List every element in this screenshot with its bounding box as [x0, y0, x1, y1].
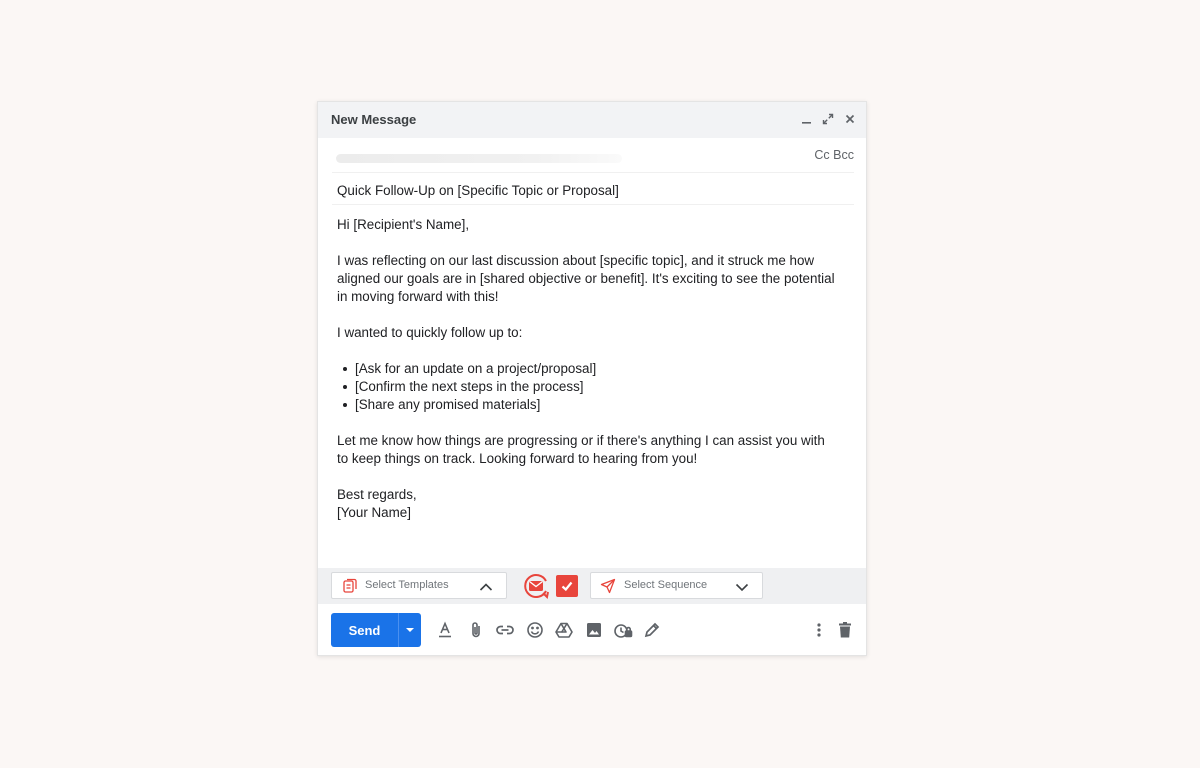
chevron-up-icon	[479, 580, 493, 598]
mail-tracking-icon[interactable]	[521, 571, 551, 601]
body-signoff: Best regards,	[337, 487, 417, 502]
body-paragraph: Let me know how things are progressing or if there's anything I can assist you with to keep things on track. Looking forward to hearing from you!	[337, 433, 825, 466]
more-options-icon[interactable]	[809, 620, 829, 640]
formatting-icon[interactable]	[435, 620, 455, 640]
expand-icon[interactable]	[820, 111, 836, 127]
close-icon[interactable]	[842, 111, 858, 127]
send-sequence-icon	[600, 578, 616, 599]
body-greeting: Hi [Recipient's Name],	[337, 217, 470, 232]
select-templates-label: Select Templates	[365, 579, 449, 591]
recipient-placeholder	[336, 154, 622, 163]
compose-title-bar[interactable]	[318, 102, 866, 138]
compose-title: New Message	[331, 112, 417, 127]
subject-field[interactable]	[332, 172, 854, 205]
body-paragraph: I wanted to quickly follow up to:	[337, 325, 523, 340]
attach-icon[interactable]	[466, 620, 486, 640]
templates-icon	[342, 578, 358, 599]
cc-bcc-link[interactable]: Cc Bcc	[814, 148, 854, 162]
compose-window	[317, 101, 867, 656]
body-signature: [Your Name]	[337, 505, 411, 520]
emoji-icon[interactable]	[525, 620, 545, 640]
photo-icon[interactable]	[584, 620, 604, 640]
confidential-icon[interactable]	[613, 620, 633, 640]
check-toggle-icon[interactable]	[556, 575, 578, 597]
select-sequence-dropdown[interactable]	[590, 572, 763, 599]
select-templates-dropdown[interactable]	[331, 572, 507, 599]
body-bullet-list	[337, 360, 837, 414]
extension-bar	[318, 568, 866, 604]
recipients-field[interactable]	[332, 138, 854, 173]
chevron-down-icon	[735, 580, 749, 598]
body-paragraph: I was reflecting on our last discussion about [specific topic], and it struck me how aligned our goals are in [shared objective or benefit]. It's exciting to see the potential in moving forward with this!	[337, 253, 835, 304]
caret-down-icon	[405, 627, 415, 633]
compose-toolbar	[318, 604, 866, 656]
drive-icon[interactable]	[554, 620, 574, 640]
message-body[interactable]	[337, 216, 837, 540]
subject-text: Quick Follow-Up on [Specific Topic or Proposal]	[337, 183, 619, 198]
body-bullet: [Ask for an update on a project/proposal]	[355, 360, 837, 378]
select-sequence-label: Select Sequence	[624, 579, 708, 591]
link-icon[interactable]	[495, 620, 515, 640]
send-button[interactable]: Send	[331, 613, 398, 647]
body-bullet: [Confirm the next steps in the process]	[355, 378, 837, 396]
body-bullet: [Share any promised materials]	[355, 396, 837, 414]
send-options-button[interactable]	[398, 613, 421, 647]
discard-icon[interactable]	[835, 620, 855, 640]
signature-icon[interactable]	[642, 620, 662, 640]
minimize-icon[interactable]	[798, 111, 814, 127]
